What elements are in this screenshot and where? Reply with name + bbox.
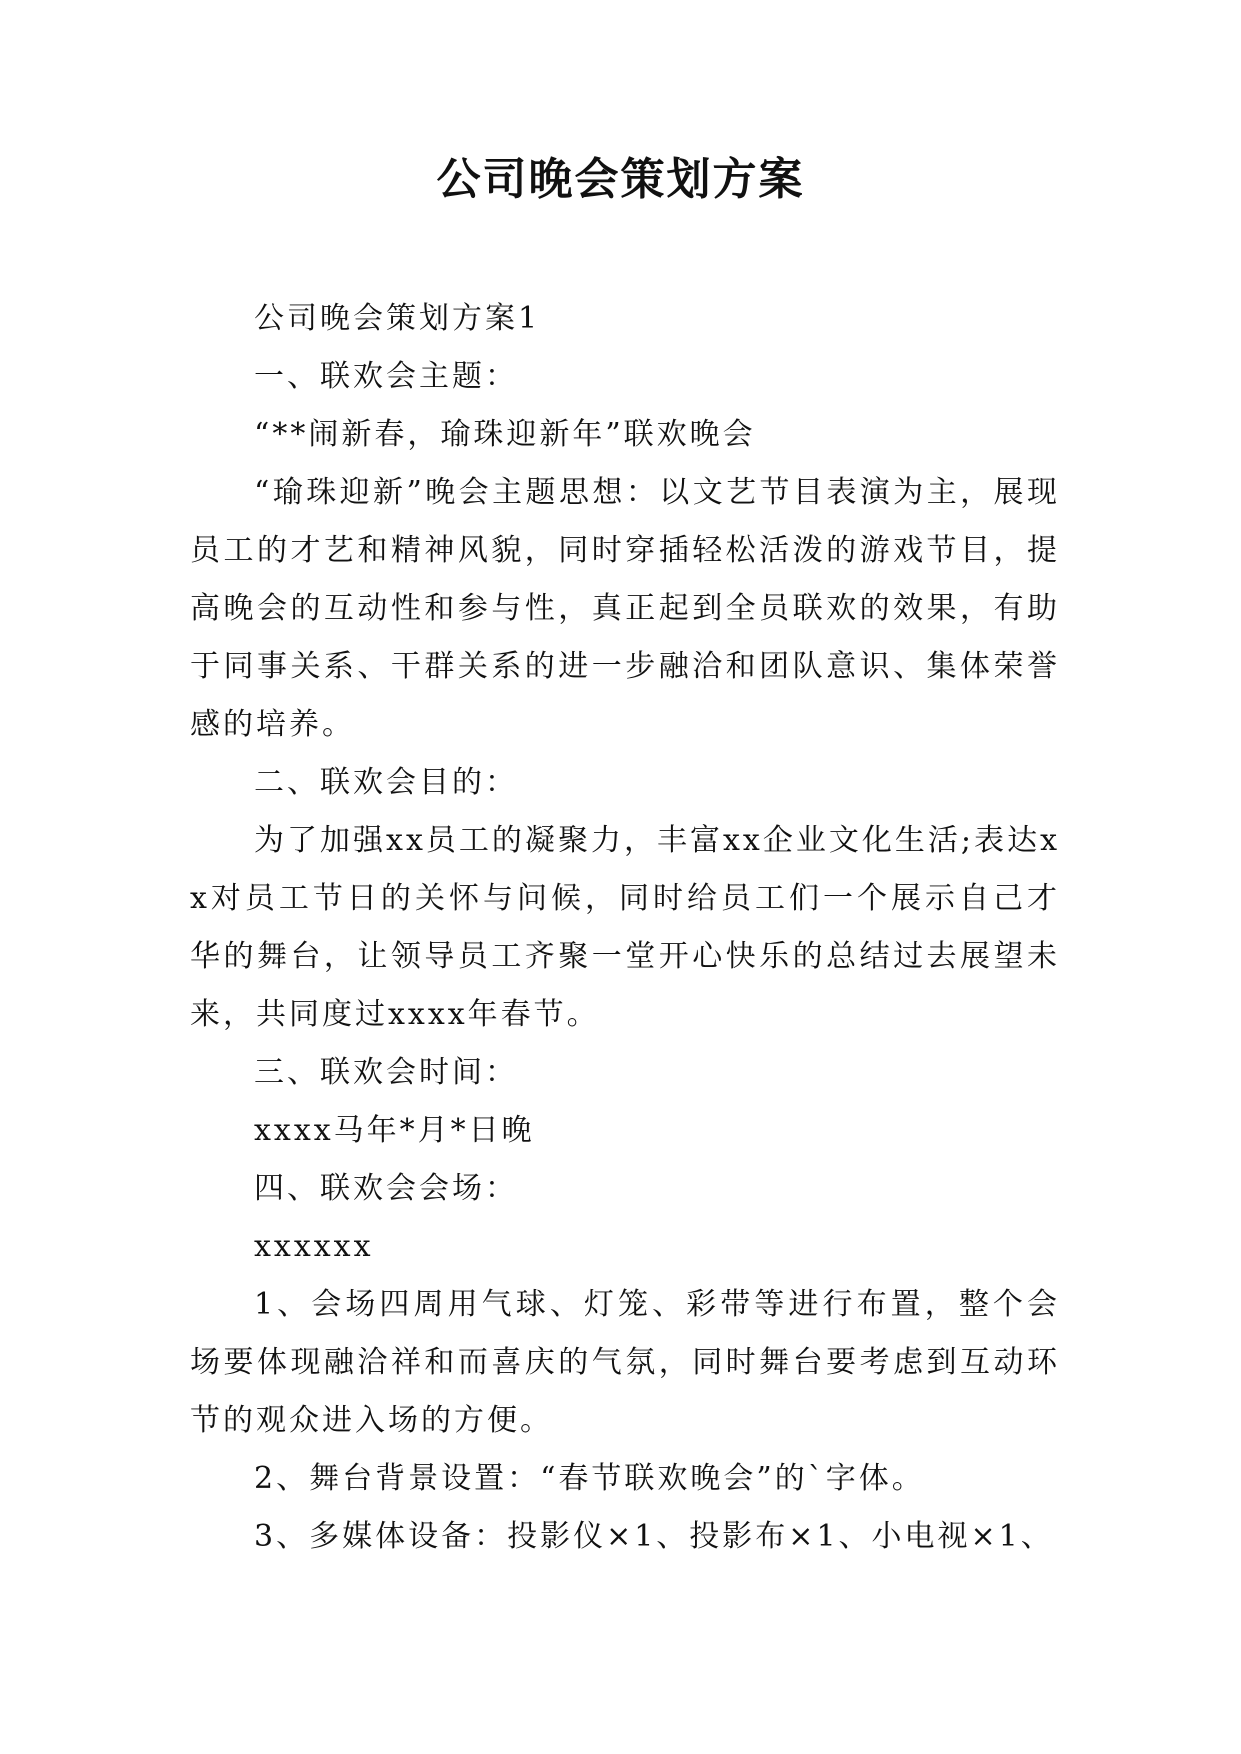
paragraph-time: xxxx马年*月*日晚 xyxy=(254,1113,535,1148)
paragraph-venue: xxxxxx xyxy=(254,1229,374,1264)
paragraph-purpose: 为了加强xx员工的凝聚力，丰富xx企业文化生活;表达xx对员工节日的关怀与问候，同时给员工们一个展示自己才华的舞台，让领导员工齐聚一堂开心快乐的总结过去展望未来，共同度过xxxx年春节。 xyxy=(190,823,1060,1032)
paragraph-section-time-heading: 三、联欢会时间： xyxy=(254,1055,518,1090)
paragraph-venue-item-2: 2、舞台背景设置：“春节联欢晚会”的`字体。 xyxy=(254,1461,925,1496)
document-title: 公司晚会策划方案 xyxy=(436,154,805,205)
paragraph-theme-name: “**闹新春，瑜珠迎新年”联欢晚会 xyxy=(254,417,756,452)
paragraph-section-theme-heading: 一、联欢会主题： xyxy=(254,359,518,394)
paragraph-venue-item-1: 1、会场四周用气球、灯笼、彩带等进行布置，整个会场要体现融洽祥和而喜庆的气氛，同时舞台要考虑到互动环节的观众进入场的方便。 xyxy=(190,1287,1060,1438)
paragraph-section-venue-heading: 四、联欢会会场： xyxy=(254,1171,518,1206)
paragraph-plan-heading: 公司晚会策划方案1 xyxy=(254,301,541,336)
paragraph-theme-idea: “瑜珠迎新”晚会主题思想：以文艺节目表演为主，展现员工的才艺和精神风貌，同时穿插轻松活泼的游戏节目，提高晚会的互动性和参与性，真正起到全员联欢的效果，有助于同事关系、干群关系的进一步融洽和团队意识、集体荣誉感的培养。 xyxy=(190,475,1060,742)
paragraph-section-purpose-heading: 二、联欢会目的： xyxy=(254,765,518,800)
document-body xyxy=(190,290,1060,1566)
paragraph-venue-item-3: 3、多媒体设备：投影仪×1、投影布×1、小电视×1、 xyxy=(254,1519,1054,1554)
